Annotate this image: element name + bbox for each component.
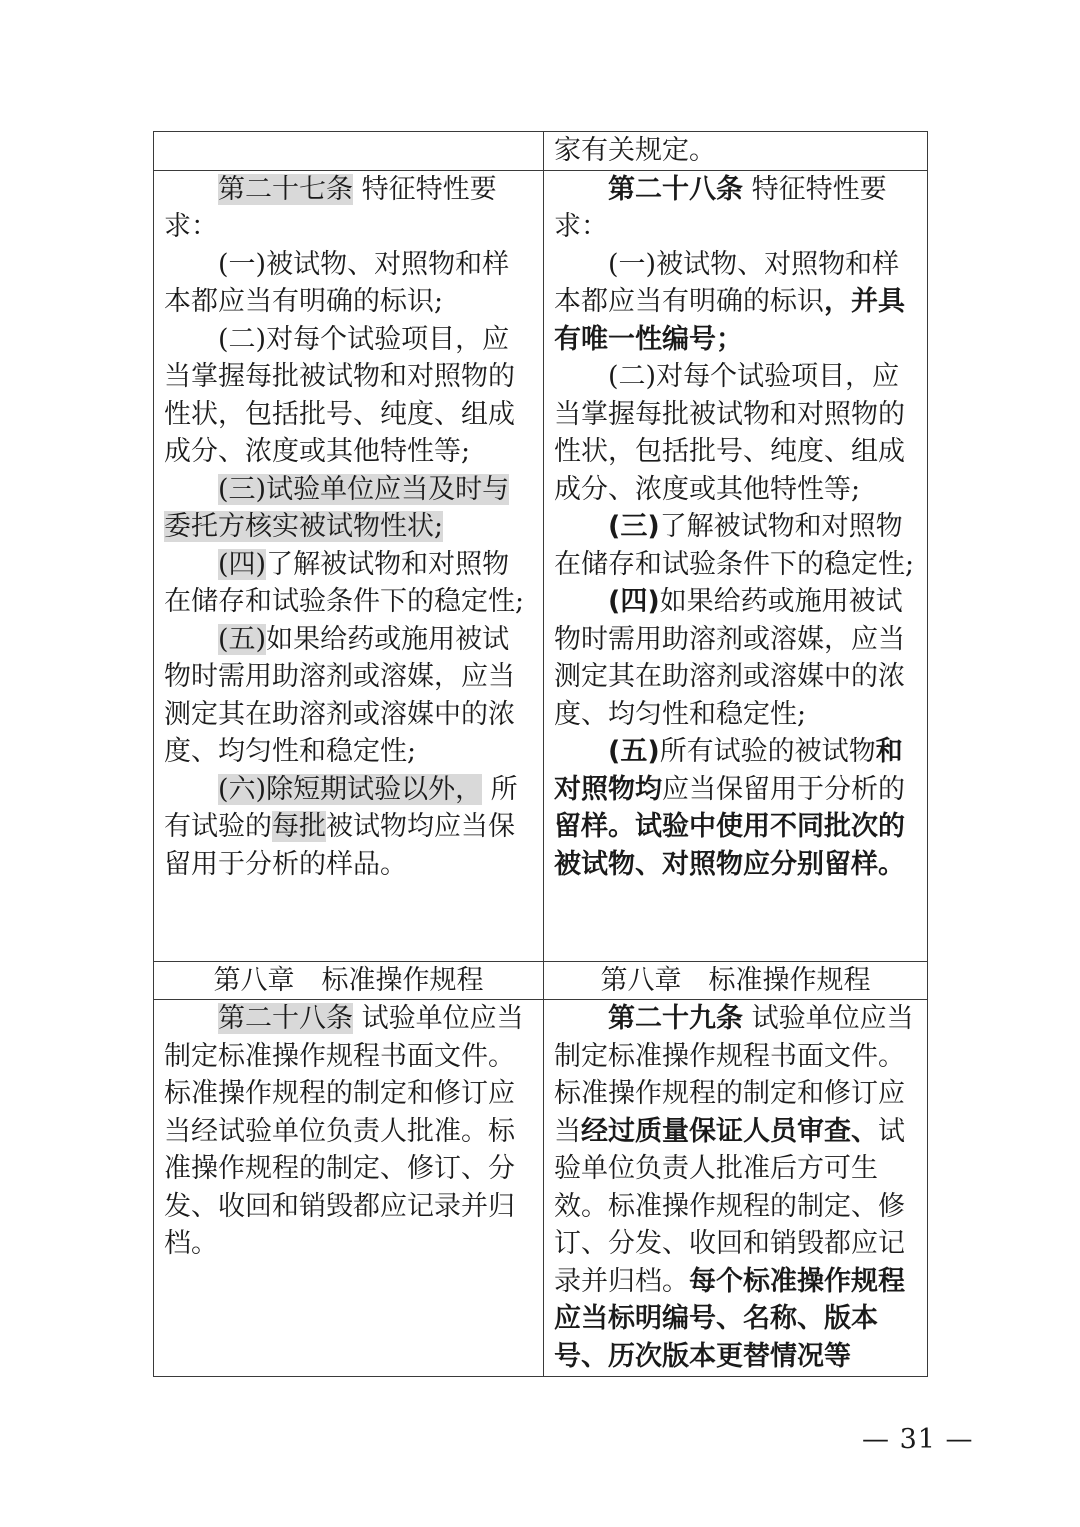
clause-4-text: 如果给药或施用被试物时需用助溶剂或溶媒，应当测定其在助溶剂或溶媒中的浓度、均匀性和稳定性; bbox=[554, 586, 905, 730]
article-title: 特征特性要求： bbox=[164, 173, 497, 242]
article-heading bbox=[164, 171, 533, 246]
article-number: 第二十七条 bbox=[218, 173, 353, 205]
clause-1 bbox=[554, 246, 917, 359]
article-number: 第二十九条 bbox=[608, 1003, 743, 1034]
chapter-title: 第八章 标准操作规程 bbox=[213, 964, 484, 996]
page-number: — 31 — bbox=[862, 1424, 974, 1455]
clause-5 bbox=[554, 733, 917, 883]
clause-5-added: 和对照物均 bbox=[554, 736, 903, 805]
text-line: 家有关规定。 bbox=[554, 135, 716, 166]
clause-2: (二)对每个试验项目，应当掌握每批被试物和对照物的性状，包括批号、纯度、组成成分、浓度或其他特性等; bbox=[164, 323, 515, 467]
comparison-table bbox=[153, 131, 928, 1377]
clause-6-lead: (六)除短期试验以外， bbox=[218, 773, 483, 805]
clause-4-number: (四) bbox=[218, 548, 267, 580]
clause-2: (二)对每个试验项目，应当掌握每批被试物和对照物的性状，包括批号、纯度、组成成分、浓度或其他特性等; bbox=[554, 361, 905, 505]
clause-3-text: (三)试验单位应当及时与委托方核实被试物性状; bbox=[164, 473, 510, 542]
article-body bbox=[554, 1000, 917, 1375]
clause-4 bbox=[554, 583, 917, 733]
article-text: 试验单位应当制定标准操作规程书面文件。标准操作规程的制定和修订应当 bbox=[554, 1003, 914, 1147]
chapter-row bbox=[154, 961, 928, 1000]
chapter-old bbox=[154, 961, 544, 1000]
article-added: 经过质量保证人员审查、 bbox=[581, 1115, 878, 1147]
clause-6-highlight: 每批 bbox=[272, 811, 326, 842]
article-28-old bbox=[154, 1000, 544, 1377]
article-body bbox=[164, 1000, 533, 1263]
article-text-4: 标准操作规程的制定、修订、分发、收回和销毁都应记录并归档。 bbox=[554, 1190, 905, 1297]
clause-5-text: 所有试验的被试物 bbox=[659, 736, 876, 767]
cell-left bbox=[154, 132, 544, 171]
article-number: 第二十八条 bbox=[218, 1003, 353, 1034]
clause-4-text: 了解被试物和对照物在储存和试验条件下的稳定性; bbox=[164, 548, 525, 617]
article-added-2: 每个标准操作规程应当标明编号、名称、版本号、历次版本更替情况等 bbox=[554, 1265, 905, 1372]
clause-1: (一)被试物、对照物和样本都应当有明确的标识; bbox=[164, 248, 510, 317]
clause-6-text: 所有试验的 bbox=[164, 773, 518, 842]
article-text-3: 后方可生效。 bbox=[554, 1153, 878, 1222]
clause-3 bbox=[554, 508, 917, 583]
article-text: 试验单位应当制定标准操作规程书面文件。标准操作规程的制定和修订应当经试验单位负责人批准。标准操作规程的制定、修订、分发、收回和销毁都应记录并归档。 bbox=[164, 1003, 524, 1259]
table-row bbox=[154, 170, 928, 961]
clause-6-tail: 被试物均应当保留用于分析的样品。 bbox=[164, 811, 515, 880]
chapter-new bbox=[544, 961, 928, 1000]
table-row bbox=[154, 1000, 928, 1377]
article-27-old bbox=[154, 170, 544, 961]
clause-5-text: 如果给药或施用被试物时需用助溶剂或溶媒，应当测定其在助溶剂或溶媒中的浓度、均匀性和稳定性; bbox=[164, 623, 515, 767]
chapter-title: 第八章 标准操作规程 bbox=[600, 964, 871, 996]
article-29-new bbox=[544, 1000, 928, 1377]
article-title: 特征特性要求： bbox=[554, 173, 887, 242]
table-row bbox=[154, 132, 928, 171]
clause-1-text: (一)被试物、对照物和样本都应当有明确的标识 bbox=[554, 248, 900, 317]
cell-right bbox=[544, 132, 928, 171]
clause-6 bbox=[164, 771, 533, 884]
clause-3-text: 了解被试物和对照物在储存和试验条件下的稳定性; bbox=[554, 511, 915, 580]
clause-3-number: (三) bbox=[608, 511, 660, 542]
clause-4-number: (四) bbox=[608, 586, 660, 617]
clause-5-number: (五) bbox=[218, 623, 267, 655]
clause-3 bbox=[164, 471, 533, 546]
clause-1-added: ，并具有唯一性编号； bbox=[554, 286, 905, 355]
article-28-new bbox=[544, 170, 928, 961]
clause-5 bbox=[164, 621, 533, 771]
clause-5-number: (五) bbox=[608, 736, 660, 767]
article-heading bbox=[554, 171, 917, 246]
article-text-2: 试验单位负责人批准 bbox=[554, 1115, 905, 1184]
clause-4 bbox=[164, 546, 533, 621]
clause-5-mid: 应当保留用于分析的 bbox=[662, 773, 905, 805]
article-number: 第二十八条 bbox=[608, 173, 743, 205]
clause-5-added-tail: 留样。试验中使用不同批次的被试物、对照物应分别留样。 bbox=[554, 811, 905, 880]
